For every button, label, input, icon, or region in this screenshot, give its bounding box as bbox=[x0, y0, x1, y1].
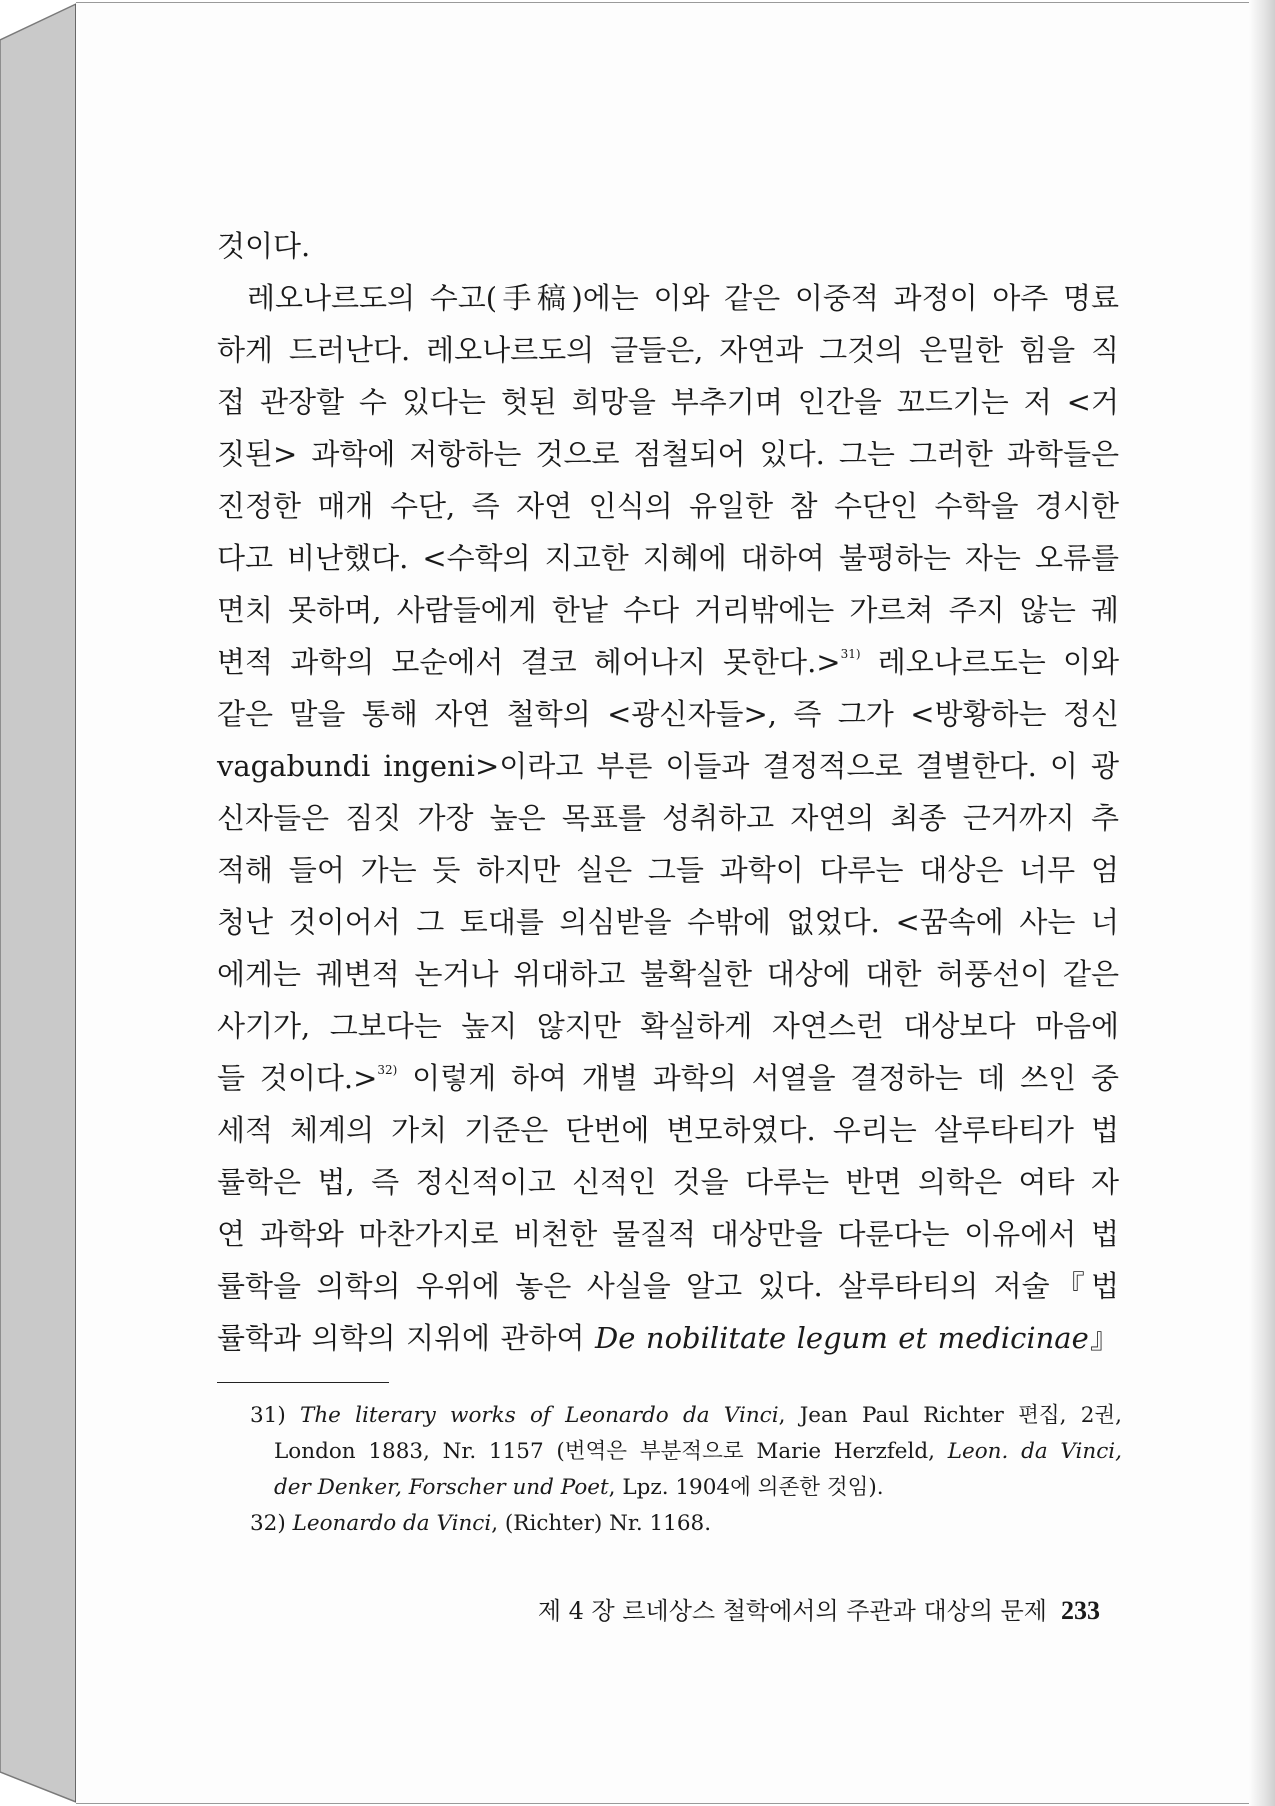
footnote-32-line bbox=[250, 1508, 711, 1540]
text-line: 연 과학와 마찬가지로 비천한 물질적 대상만을 다룬다는 이유에서 법 bbox=[217, 1217, 1119, 1251]
text-segment: 들 것이다.> bbox=[217, 1061, 378, 1095]
text-line: 면치 못하며, 사람들에게 한낱 수다 거리밖에는 가르쳐 주지 않는 궤 bbox=[217, 593, 1119, 627]
book-title-italic: De nobilitate legum et medicinae bbox=[595, 1321, 1089, 1355]
footnote-ref-31: 31) bbox=[840, 647, 861, 661]
footnote-31-line bbox=[250, 1400, 1122, 1432]
text-segment: 이렇게 하여 개별 과학의 서열을 결정하는 데 쓰인 중 bbox=[397, 1061, 1119, 1095]
text-line: 짓된> 과학에 저항하는 것으로 점철되어 있다. 그는 그러한 과학들은 bbox=[217, 437, 1119, 471]
text-line: 하게 드러난다. 레오나르도의 글들은, 자연과 그것의 은밀한 힘을 직 bbox=[217, 333, 1119, 367]
text-line: 청난 것이어서 그 토대를 의심받을 수밖에 없었다. <꿈속에 사는 너 bbox=[217, 905, 1119, 939]
page-number: 233 bbox=[1061, 1596, 1100, 1625]
text-line: 률학을 의학의 우위에 놓은 사실을 알고 있다. 살루타티의 저술『법 bbox=[217, 1269, 1119, 1303]
text-segment: 레오나르도는 이와 bbox=[860, 645, 1119, 679]
text-line: 신자들은 짐짓 가장 높은 목표를 성취하고 자연의 최종 근거까지 추 bbox=[217, 801, 1119, 835]
footnote-divider bbox=[217, 1382, 389, 1383]
footnote-title-italic: Leon. da Vinci, bbox=[947, 1439, 1123, 1464]
text-line: 것이다. bbox=[217, 229, 311, 263]
text-line: 같은 말을 통해 자연 철학의 <광신자들>, 즉 그가 <방황하는 정신 bbox=[217, 697, 1119, 731]
footnote-31-line bbox=[274, 1436, 1122, 1468]
text-segment: 』 bbox=[1088, 1321, 1119, 1355]
footnote-text: London 1883, Nr. 1157 (번역은 부분적으로 Marie Herzfeld, bbox=[274, 1439, 948, 1464]
running-footer bbox=[480, 1594, 1100, 1628]
text-line bbox=[217, 1318, 1119, 1358]
footnote-title-italic: The literary works of Leonardo da Vinci bbox=[300, 1403, 779, 1428]
page-edge-shadow bbox=[1249, 0, 1275, 1806]
text-line bbox=[217, 1058, 1119, 1098]
text-line: 다고 비난했다. <수학의 지고한 지혜에 대하여 불평하는 자는 오류를 bbox=[217, 541, 1119, 575]
footnote-title-italic: der Denker, Forscher und Poet bbox=[274, 1475, 609, 1500]
footnote-number: 32) bbox=[250, 1511, 286, 1536]
footnote-text: , (Richter) Nr. 1168. bbox=[491, 1511, 712, 1536]
footnote-31-line bbox=[274, 1472, 884, 1504]
footnote-text: , Jean Paul Richter 편집, 2권, bbox=[778, 1403, 1122, 1428]
text-line: 에게는 궤변적 논거나 위대하고 불확실한 대상에 대한 허풍선이 같은 bbox=[217, 957, 1119, 991]
text-line: vagabundi ingeni>이라고 부른 이들과 결정적으로 결별한다. 이 광 bbox=[217, 749, 1119, 783]
text-line: 률학은 법, 즉 정신적이고 신적인 것을 다루는 반면 의학은 여타 자 bbox=[217, 1165, 1119, 1199]
footnote-title-italic: Leonardo da Vinci bbox=[292, 1511, 492, 1536]
text-segment: 률학과 의학의 지위에 관하여 bbox=[217, 1321, 596, 1355]
text-line: 사기가, 그보다는 높지 않지만 확실하게 자연스런 대상보다 마음에 bbox=[217, 1009, 1119, 1043]
text-line bbox=[217, 642, 1119, 682]
book-spine-edge bbox=[0, 0, 78, 1806]
text-line: 적해 들어 가는 듯 하지만 실은 그들 과학이 다루는 대상은 너무 엄 bbox=[217, 853, 1119, 887]
text-line: 진정한 매개 수단, 즉 자연 인식의 유일한 참 수단인 수학을 경시한 bbox=[217, 489, 1119, 523]
text-line: 레오나르도의 수고(手稿)에는 이와 같은 이중적 과정이 아주 명료 bbox=[247, 281, 1119, 315]
chapter-title: 제 4 장 르네상스 철학에서의 주관과 대상의 문제 bbox=[537, 1597, 1047, 1625]
footnote-text: , Lpz. 1904에 의존한 것임). bbox=[608, 1475, 884, 1500]
text-line: 접 관장할 수 있다는 헛된 희망을 부추기며 인간을 꼬드기는 저 <거 bbox=[217, 385, 1119, 419]
footnote-number: 31) bbox=[250, 1403, 286, 1428]
text-line: 세적 체계의 가치 기준은 단번에 변모하였다. 우리는 살루타티가 법 bbox=[217, 1113, 1119, 1147]
text-segment: 변적 과학의 모순에서 결코 헤어나지 못한다.> bbox=[217, 645, 841, 679]
footnote-ref-32: 32) bbox=[377, 1063, 398, 1077]
